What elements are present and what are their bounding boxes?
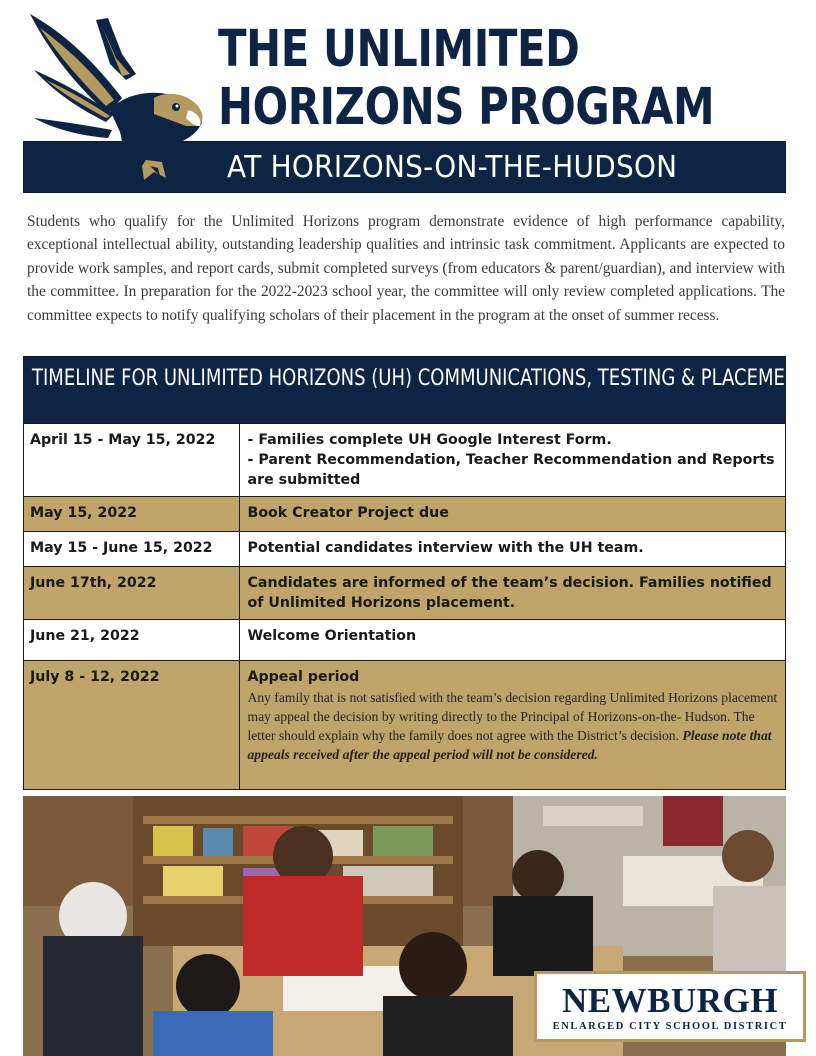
timeline-heading-text: TIMELINE FOR UNLIMITED HORIZONS (UH) COMMUNICATIONS, TESTING & PLACEMENT bbox=[32, 365, 810, 391]
row-description: Book Creator Project due bbox=[239, 497, 785, 532]
table-row bbox=[24, 567, 785, 620]
table-row bbox=[24, 424, 785, 497]
row-description: Candidates are informed of the team’s decision. Families notified of Unlimited Horizons placement. bbox=[239, 567, 785, 620]
intro-paragraph: Students who qualify for the Unlimited Horizons program demonstrate evidence of high performance capability, exceptional intellectual ability, outstanding leadership qualities and intrinsic task commitment. Applicants are expected to provide work samples, and report cards, submit completed surveys (from educators & parent/guardian), and interview with the committee. In preparation for the 2022-2023 school year, the committee will only review completed applications. The committee expects to notify qualifying scholars of their placement in the program at the onset of summer recess. bbox=[27, 213, 785, 324]
row-description bbox=[239, 661, 785, 789]
row-date: June 21, 2022 bbox=[24, 620, 239, 661]
hawk-mascot-logo bbox=[26, 14, 208, 186]
table-row bbox=[24, 661, 785, 789]
timeline-table bbox=[23, 356, 810, 790]
row-line: - Families complete UH Google Interest Form. bbox=[247, 432, 612, 448]
district-logo-name: NEWBURGH bbox=[562, 981, 778, 1020]
row-description: Potential candidates interview with the UH team. bbox=[239, 532, 785, 567]
row-date: May 15, 2022 bbox=[24, 497, 239, 532]
timeline-heading bbox=[24, 357, 810, 423]
table-row bbox=[24, 620, 785, 661]
appeal-detail-text: Any family that is not satisfied with the team’s decision regarding Unlimited Horizons placement may appeal the decision by writing directly to the Principal of Horizons-on-the- Hudson. The letter should explain why the family does not agree with the District’s decision. bbox=[247, 690, 778, 743]
table-row bbox=[24, 497, 785, 532]
appeal-note: Please note that appeals received after the appeal period will not be considered. bbox=[247, 728, 772, 762]
row-date: April 15 - May 15, 2022 bbox=[24, 424, 239, 497]
row-date: July 8 - 12, 2022 bbox=[24, 661, 239, 789]
timeline-rows bbox=[24, 423, 785, 789]
row-line: - Parent Recommendation, Teacher Recommendation and Reports are submitted bbox=[247, 452, 775, 488]
row-description: Welcome Orientation bbox=[239, 620, 785, 661]
table-row bbox=[24, 532, 785, 567]
row-date: May 15 - June 15, 2022 bbox=[24, 532, 239, 567]
row-description bbox=[239, 424, 785, 497]
district-logo-subtitle: ENLARGED CITY SCHOOL DISTRICT bbox=[552, 1021, 788, 1032]
row-date: June 17th, 2022 bbox=[24, 567, 239, 620]
appeal-title: Appeal period bbox=[247, 669, 360, 685]
title-line-2: HORIZONS PROGRAM bbox=[218, 78, 715, 137]
subtitle: AT HORIZONS-ON-THE-HUDSON bbox=[227, 150, 678, 185]
district-logo bbox=[534, 971, 806, 1042]
appeal-detail bbox=[248, 688, 780, 764]
title-line-1: THE UNLIMITED bbox=[218, 20, 580, 79]
